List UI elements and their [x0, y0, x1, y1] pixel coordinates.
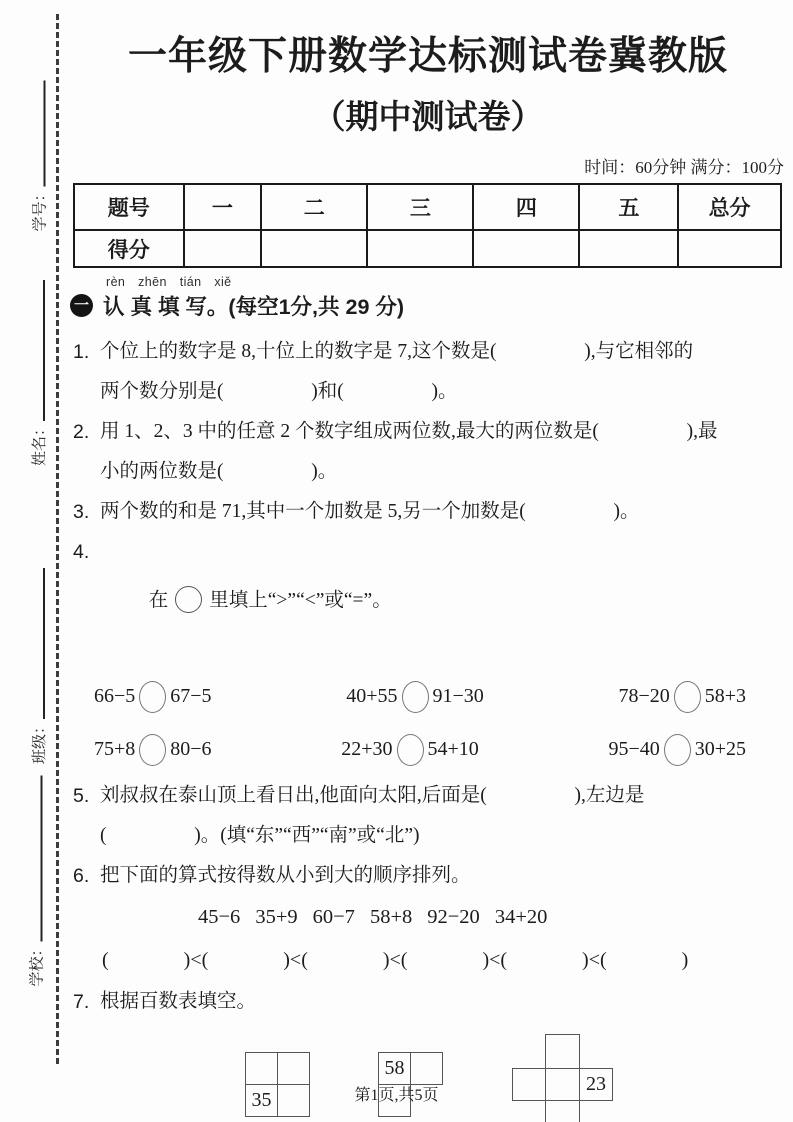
question-1-line-1: 个位上的数字是 8,十位上的数字是 7,这个数是( ),与它相邻的: [100, 341, 694, 362]
score-table-header-cell: 一: [184, 184, 262, 230]
score-row-label: 得分: [74, 230, 184, 267]
question-5-line-2: ( )。(填“东”“西”“南”或“北”): [100, 825, 420, 846]
comparison-left: 75+8: [94, 738, 136, 760]
expression: 35+9: [255, 906, 298, 928]
compare-circle-blank-icon: [664, 734, 691, 766]
comparison-left: 78−20: [618, 685, 670, 707]
compare-circle-blank-icon: [139, 681, 166, 713]
question-6-text: 把下面的算式按得数从小到大的顺序排列。: [100, 865, 471, 886]
question-2: [70, 412, 786, 492]
comparison-left: 95−40: [608, 738, 660, 760]
question-7: [70, 982, 786, 1022]
comparison-row-1: [70, 670, 786, 723]
question-4-suffix: 里填上“>”“<”或“=”。: [209, 590, 392, 611]
grid-cell-blank: [410, 1052, 443, 1085]
student-id-label: 学号：: [31, 186, 48, 232]
section-one-header: [70, 290, 786, 321]
comparison-item: [341, 734, 479, 766]
school-label: 学校：: [28, 941, 45, 987]
score-table-header-cell: 二: [261, 184, 367, 230]
score-cell: [473, 230, 579, 267]
grid-cell-blank: [545, 1034, 580, 1069]
comparison-item: [94, 681, 212, 713]
question-4: [70, 532, 786, 670]
question-7-number: 7.: [73, 991, 90, 1013]
student-name-field: [27, 276, 49, 466]
expression: 58+8: [369, 906, 413, 928]
question-1: [70, 332, 786, 412]
compare-circle-blank-icon: [139, 734, 166, 766]
question-list: [70, 332, 786, 1122]
question-4-number: 4.: [73, 541, 90, 563]
question-5-line-1: 刘叔叔在泰山顶上看日出,他面向太阳,后面是( ),左边是: [100, 785, 645, 806]
grid-cell-value: 23: [579, 1068, 613, 1101]
score-cell: [367, 230, 473, 267]
question-1-number: 1.: [73, 341, 90, 363]
score-table-header-row: [74, 184, 781, 230]
paper-subtitle: （期中测试卷）: [312, 100, 544, 136]
expression: 34+20: [494, 906, 548, 928]
expression: 45−6: [198, 906, 241, 928]
question-6: [70, 856, 786, 896]
score-cell: [579, 230, 678, 267]
question-2-number: 2.: [73, 421, 90, 443]
score-table: [73, 183, 782, 268]
comparison-row-2: [70, 723, 786, 776]
score-table-header-cell: 四: [473, 184, 579, 230]
comparison-left: 66−5: [94, 685, 136, 707]
expression: 92−20: [427, 906, 480, 928]
comparison-right: 80−6: [170, 738, 212, 760]
question-3-number: 3.: [73, 501, 90, 523]
question-6-expressions: [70, 896, 786, 938]
question-3: [70, 492, 786, 532]
score-table-header-cell: 题号: [74, 184, 184, 230]
grid-cell-blank: [277, 1052, 310, 1085]
score-table-header-cell: 总分: [678, 184, 781, 230]
compare-circle-blank-icon: [674, 681, 701, 713]
expression: 60−7: [312, 906, 355, 928]
comparison-right: 54+10: [427, 738, 479, 760]
grid-cell-value: 35: [245, 1084, 278, 1117]
question-5-number: 5.: [73, 785, 90, 807]
question-3-line-1: 两个数的和是 71,其中一个加数是 5,另一个加数是( )。: [100, 501, 640, 522]
grid-cell-blank: [245, 1052, 278, 1085]
comparison-item: [94, 734, 212, 766]
school-blank: [29, 775, 43, 941]
score-cell: [678, 230, 781, 267]
class-blank: [31, 568, 45, 719]
section-one-points: (每空1分,共 29 分): [228, 295, 405, 319]
comparison-right: 91−30: [432, 685, 484, 707]
score-cell: [261, 230, 367, 267]
comparison-item: [608, 734, 746, 766]
hundred-chart-shapes: [70, 1034, 786, 1122]
question-2-line-2: 小的两位数是( )。: [100, 461, 338, 482]
compare-circle-blank-icon: [402, 681, 429, 713]
comparison-item: [618, 681, 746, 713]
class-field: [27, 564, 49, 764]
question-6-answer-line: ( )<( )<( )<( )<( )<( ): [102, 949, 689, 971]
compare-circle-blank-icon: [397, 734, 424, 766]
binding-dashed-line: [56, 14, 59, 1064]
score-table-header-cell: 三: [367, 184, 473, 230]
student-name-label: 姓名：: [30, 420, 48, 466]
question-4-prefix: 在: [148, 590, 169, 611]
question-6-number: 6.: [73, 865, 90, 887]
comparison-right: 30+25: [694, 738, 746, 760]
comparison-left: 40+55: [346, 685, 398, 707]
comparison-right: 67−5: [170, 685, 212, 707]
class-label: 班级：: [30, 718, 48, 764]
score-table-score-row: [74, 230, 781, 267]
time-score-meta: 时间：60分钟 满分：100分: [584, 158, 784, 177]
hundred-chart-shape-cross: [512, 1034, 613, 1122]
student-id-field: [28, 77, 50, 232]
section-one-icon: 一: [70, 294, 93, 317]
question-4-line-1: [100, 532, 786, 670]
grid-cell-value: 58: [378, 1052, 411, 1085]
score-table-header-cell: 五: [579, 184, 678, 230]
score-cell: [184, 230, 262, 267]
compare-circle-blank-icon: [175, 586, 202, 613]
school-field: [25, 772, 47, 987]
paper-title: 一年级下册数学达标测试卷冀教版: [127, 35, 728, 78]
student-name-blank: [31, 280, 45, 421]
question-5: [70, 776, 786, 856]
question-1-line-2: 两个数分别是( )和( )。: [100, 381, 458, 402]
section-one-title: 认 真 填 写。: [103, 295, 229, 319]
student-id-blank: [32, 80, 46, 186]
comparison-right: 58+3: [704, 685, 746, 707]
paper-content: [70, 0, 786, 1122]
comparison-left: 22+30: [341, 738, 393, 760]
section-pinyin: rèn zhēn tián xiě: [106, 275, 232, 289]
comparison-item: [346, 681, 484, 713]
page-number-footer: 第1页,共5页: [354, 1087, 439, 1104]
question-7-text: 根据百数表填空。: [100, 991, 257, 1012]
question-2-line-1: 用 1、2、3 中的任意 2 个数字组成两位数,最大的两位数是( ),最: [100, 421, 718, 442]
